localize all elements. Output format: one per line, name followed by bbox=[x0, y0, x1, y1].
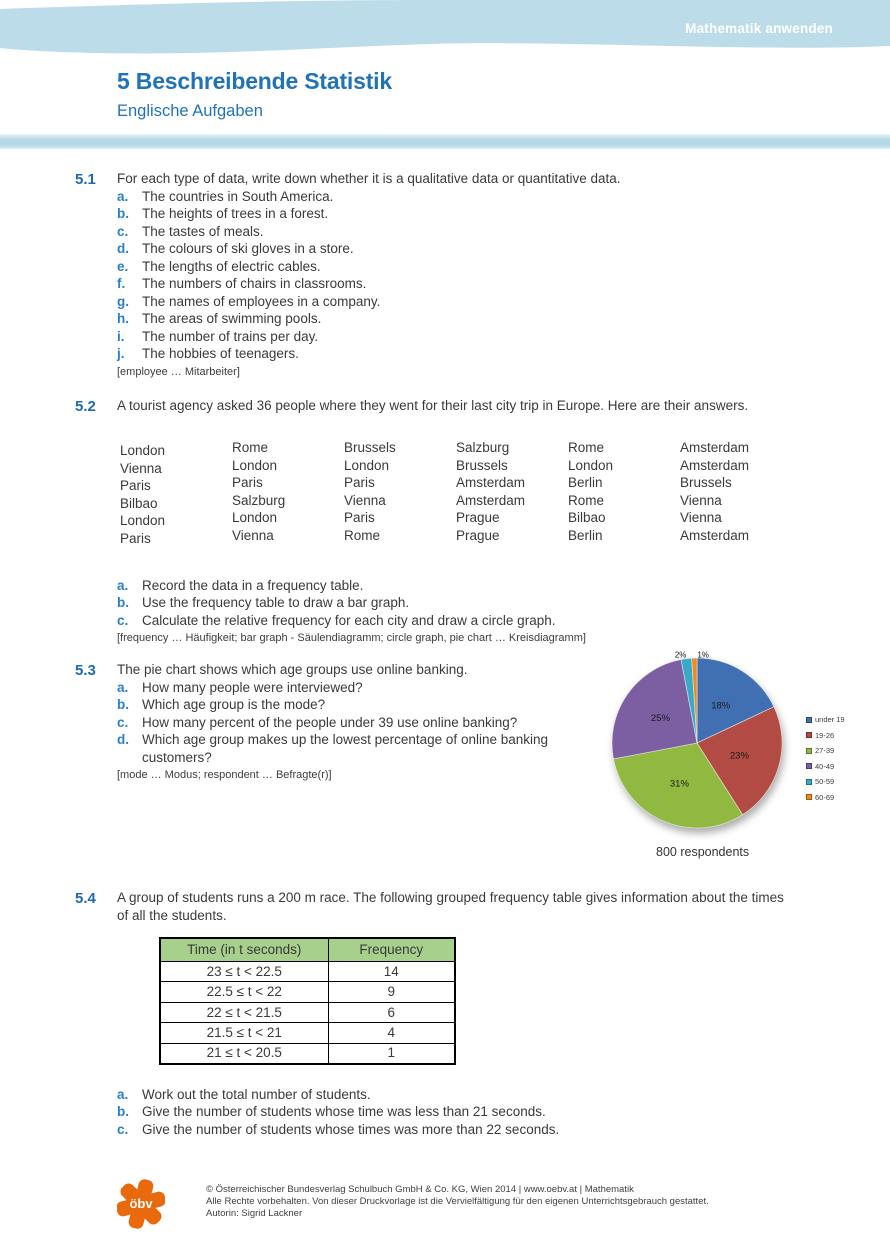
city-cell: Bilbao bbox=[568, 510, 606, 526]
pie-slice-label: 31% bbox=[669, 778, 689, 790]
city-cell: London bbox=[232, 457, 278, 473]
city-cell: Vienna bbox=[680, 510, 722, 526]
chapter-header bbox=[117, 68, 890, 121]
city-cell: Brussels bbox=[680, 475, 732, 491]
legend-label: 27-39 bbox=[815, 746, 835, 756]
exercise-5-1 bbox=[75, 170, 890, 380]
item-letter: d. bbox=[117, 732, 129, 748]
city-cell: Prague bbox=[456, 510, 500, 526]
item-text: How many people were interviewed? bbox=[142, 679, 363, 695]
item-text: Work out the total number of students. bbox=[142, 1086, 371, 1102]
city-column bbox=[120, 439, 232, 548]
item-letter: b. bbox=[117, 206, 129, 221]
city-cell: Amsterdam bbox=[680, 457, 750, 473]
column-header-frequency: Frequency bbox=[328, 938, 455, 961]
list-item bbox=[117, 328, 792, 346]
list-item bbox=[117, 577, 792, 595]
frequency-cell: 4 bbox=[328, 1023, 455, 1044]
legend-swatch-icon bbox=[806, 763, 812, 769]
table-row bbox=[160, 961, 455, 982]
item-text: The areas of swimming pools. bbox=[142, 311, 322, 326]
city-column bbox=[456, 439, 568, 548]
list-item bbox=[117, 731, 572, 766]
item-text: The colours of ski gloves in a store. bbox=[142, 241, 354, 256]
time-interval-cell: 23 ≤ t < 22.5 bbox=[160, 961, 328, 982]
imprint-text bbox=[206, 1178, 709, 1234]
time-interval-cell: 22.5 ≤ t < 22 bbox=[160, 982, 328, 1003]
item-letter: g. bbox=[117, 293, 129, 309]
item-letter: e. bbox=[117, 258, 129, 274]
item-letter: d. bbox=[117, 241, 129, 256]
table-row bbox=[160, 982, 455, 1003]
city-cell: Berlin bbox=[568, 527, 603, 543]
city-column bbox=[344, 439, 456, 548]
city-cell: Berlin bbox=[568, 475, 603, 491]
item-text: Calculate the relative frequency for each city and draw a circle graph. bbox=[142, 612, 556, 628]
city-cell: Paris bbox=[344, 475, 375, 491]
city-cell: Prague bbox=[456, 527, 500, 543]
city-cell: London bbox=[120, 443, 166, 458]
city-cell: Brussels bbox=[456, 457, 508, 473]
exercise-number: 5.1 bbox=[75, 171, 96, 188]
exercise-number: 5.2 bbox=[75, 397, 96, 415]
frequency-cell: 9 bbox=[328, 982, 455, 1003]
item-text: Give the number of students whose time was less than 21 seconds. bbox=[142, 1104, 546, 1120]
item-text: Use the frequency table to draw a bar graph. bbox=[142, 595, 410, 611]
city-cell: London bbox=[232, 510, 278, 526]
item-text: The number of trains per day. bbox=[142, 328, 319, 344]
item-text: Give the number of students whose times was more than 22 seconds. bbox=[142, 1121, 560, 1137]
page-title: 5 Beschreibende Statistik bbox=[117, 68, 392, 94]
legend-label: 40-49 bbox=[815, 761, 835, 771]
city-cell: Salzburg bbox=[456, 440, 510, 455]
list-item bbox=[117, 188, 792, 206]
list-item bbox=[117, 293, 792, 311]
city-cell: Paris bbox=[232, 475, 263, 491]
exercise-intro: A group of students runs a 200 m race. The following grouped frequency table gives information about the times of all the students. bbox=[117, 890, 784, 923]
item-letter: a. bbox=[117, 188, 129, 204]
table-body bbox=[160, 961, 455, 1064]
list-item bbox=[117, 594, 792, 612]
legend-label: 50-59 bbox=[815, 777, 835, 787]
online-banking-pie-chart bbox=[600, 648, 794, 838]
item-text: The names of employees in a company. bbox=[142, 293, 381, 309]
item-list bbox=[117, 577, 792, 630]
city-cell: Vienna bbox=[680, 492, 722, 508]
item-letter: i. bbox=[117, 328, 125, 344]
list-item bbox=[117, 258, 792, 276]
city-cell: Rome bbox=[344, 527, 381, 543]
item-letter: f. bbox=[117, 276, 126, 291]
list-item bbox=[117, 223, 792, 241]
city-column bbox=[568, 439, 680, 548]
city-answers-grid bbox=[120, 439, 792, 548]
vocab-note: [mode … Modus; respondent … Befragte(r)] bbox=[117, 769, 332, 782]
item-letter: a. bbox=[117, 577, 129, 593]
city-cell: Rome bbox=[568, 440, 605, 455]
city-cell: London bbox=[120, 513, 166, 529]
legend-item bbox=[806, 774, 845, 790]
item-letter: c. bbox=[117, 1121, 129, 1137]
city-cell: Rome bbox=[568, 492, 605, 508]
city-cell: Vienna bbox=[232, 527, 274, 543]
city-cell: Amsterdam bbox=[680, 440, 750, 455]
list-item bbox=[117, 240, 792, 258]
item-letter: a. bbox=[117, 1086, 129, 1102]
list-item bbox=[117, 275, 792, 293]
city-cell: London bbox=[568, 457, 614, 473]
city-cell: Brussels bbox=[344, 440, 396, 455]
list-item bbox=[117, 205, 792, 223]
table-row bbox=[160, 1043, 455, 1064]
city-cell: Amsterdam bbox=[456, 475, 526, 491]
legend-item bbox=[806, 728, 845, 744]
item-letter: a. bbox=[117, 679, 129, 695]
item-text: How many percent of the people under 39 use online banking? bbox=[142, 714, 518, 730]
header-band bbox=[0, 0, 890, 58]
city-cell: Bilbao bbox=[120, 495, 158, 511]
item-text: The numbers of chairs in classrooms. bbox=[142, 276, 367, 291]
brand-label: Mathematik anwenden bbox=[685, 21, 833, 36]
item-letter: c. bbox=[117, 612, 129, 628]
item-text: The lengths of electric cables. bbox=[142, 258, 321, 274]
frequency-cell: 14 bbox=[328, 961, 455, 982]
legend-item bbox=[806, 790, 845, 806]
pie-slice-label: 23% bbox=[729, 750, 749, 762]
legend-label: 60-69 bbox=[815, 792, 835, 802]
city-cell: Vienna bbox=[120, 460, 162, 476]
city-cell: Rome bbox=[232, 440, 269, 455]
item-letter: j. bbox=[117, 346, 125, 361]
vocab-note: [employee … Mitarbeiter] bbox=[117, 365, 240, 378]
list-item bbox=[117, 696, 572, 714]
legend-label: 19-26 bbox=[815, 730, 835, 740]
exercise-intro: The pie chart shows which age groups use online banking. bbox=[117, 662, 468, 678]
city-column bbox=[680, 439, 792, 548]
vocab-note: [frequency … Häufigkeit; bar graph - Säulendiagramm; circle graph, pie chart … Kreisdiagramm] bbox=[117, 632, 586, 645]
pie-slice-label: 25% bbox=[650, 713, 670, 725]
item-list bbox=[117, 679, 572, 767]
footer bbox=[117, 1178, 709, 1234]
divider-stripe bbox=[0, 134, 890, 149]
table-row bbox=[160, 1023, 455, 1044]
exercise-intro: A tourist agency asked 36 people where they went for their last city trip in Europe. Here are their answers. bbox=[117, 397, 749, 413]
item-letter: b. bbox=[117, 1104, 129, 1120]
frequency-table bbox=[159, 937, 456, 1065]
imprint-line-1: © Österreichischer Bundesverlag Schulbuch GmbH & Co. KG, Wien 2014 | www.oebv.at | Mathematik bbox=[206, 1184, 634, 1195]
pie-slice-label: 2% bbox=[674, 650, 687, 660]
pie-slice-label: 18% bbox=[711, 700, 731, 712]
legend-swatch-icon bbox=[806, 748, 812, 754]
table-row bbox=[160, 1002, 455, 1023]
item-text: The hobbies of teenagers. bbox=[142, 346, 299, 361]
table-header-row bbox=[160, 938, 455, 961]
pie-chart-block bbox=[600, 648, 890, 866]
item-letter: c. bbox=[117, 714, 129, 730]
exercise-number: 5.3 bbox=[75, 662, 96, 680]
city-cell: Vienna bbox=[344, 492, 386, 508]
legend-swatch-icon bbox=[806, 717, 812, 723]
time-interval-cell: 22 ≤ t < 21.5 bbox=[160, 1002, 328, 1023]
city-cell: London bbox=[344, 457, 390, 473]
chart-caption: 800 respondents bbox=[656, 845, 750, 859]
item-text: Record the data in a frequency table. bbox=[142, 577, 364, 593]
exercise-5-4 bbox=[75, 889, 890, 1138]
list-item bbox=[117, 612, 792, 630]
item-text: Which age group makes up the lowest percentage of online banking customers? bbox=[142, 732, 549, 765]
svg-text:öbv: öbv bbox=[129, 1196, 153, 1211]
legend-swatch-icon bbox=[806, 794, 812, 800]
oebv-logo bbox=[117, 1178, 165, 1234]
city-cell: Amsterdam bbox=[680, 527, 750, 543]
item-text: The heights of trees in a forest. bbox=[142, 206, 329, 221]
list-item bbox=[117, 714, 572, 732]
item-letter: h. bbox=[117, 311, 129, 326]
list-item bbox=[117, 1086, 792, 1104]
city-column bbox=[232, 439, 344, 548]
item-list bbox=[117, 1086, 792, 1139]
exercise-number: 5.4 bbox=[75, 890, 96, 908]
time-interval-cell: 21 ≤ t < 20.5 bbox=[160, 1043, 328, 1064]
item-text: The countries in South America. bbox=[142, 188, 334, 204]
legend-item bbox=[806, 712, 845, 728]
list-item bbox=[117, 679, 572, 697]
exercise-intro: For each type of data, write down whether it is a qualitative data or quantitative data. bbox=[117, 171, 621, 186]
city-cell: Paris bbox=[120, 478, 151, 494]
city-cell: Paris bbox=[120, 530, 151, 546]
legend-item bbox=[806, 743, 845, 759]
item-text: The tastes of meals. bbox=[142, 223, 264, 239]
city-cell: Paris bbox=[344, 510, 375, 526]
list-item bbox=[117, 1103, 792, 1121]
time-interval-cell: 21.5 ≤ t < 21 bbox=[160, 1023, 328, 1044]
page-subtitle: Englische Aufgaben bbox=[117, 102, 263, 120]
city-cell: Amsterdam bbox=[456, 492, 526, 508]
item-letter: b. bbox=[117, 595, 129, 611]
chart-legend bbox=[806, 712, 845, 805]
item-list bbox=[117, 188, 792, 363]
frequency-cell: 1 bbox=[328, 1043, 455, 1064]
item-text: Which age group is the mode? bbox=[142, 697, 326, 713]
legend-swatch-icon bbox=[806, 732, 812, 738]
column-header-time: Time (in t seconds) bbox=[160, 938, 328, 961]
imprint-line-2: Alle Rechte vorbehalten. Von dieser Druckvorlage ist die Vervielfältigung für den eigenen Unterrichtsgebrauch gestattet. bbox=[206, 1196, 709, 1207]
list-item bbox=[117, 1121, 792, 1139]
pie-slice-label: 1% bbox=[697, 650, 709, 660]
item-letter: b. bbox=[117, 697, 129, 713]
list-item bbox=[117, 345, 792, 363]
frequency-cell: 6 bbox=[328, 1002, 455, 1023]
list-item bbox=[117, 310, 792, 328]
legend-item bbox=[806, 759, 845, 775]
legend-swatch-icon bbox=[806, 779, 812, 785]
city-cell: Salzburg bbox=[232, 492, 286, 508]
exercise-5-2 bbox=[75, 397, 890, 647]
imprint-line-3: Autorin: Sigrid Lackner bbox=[206, 1208, 303, 1219]
item-letter: c. bbox=[117, 223, 129, 239]
legend-label: under 19 bbox=[815, 715, 845, 725]
